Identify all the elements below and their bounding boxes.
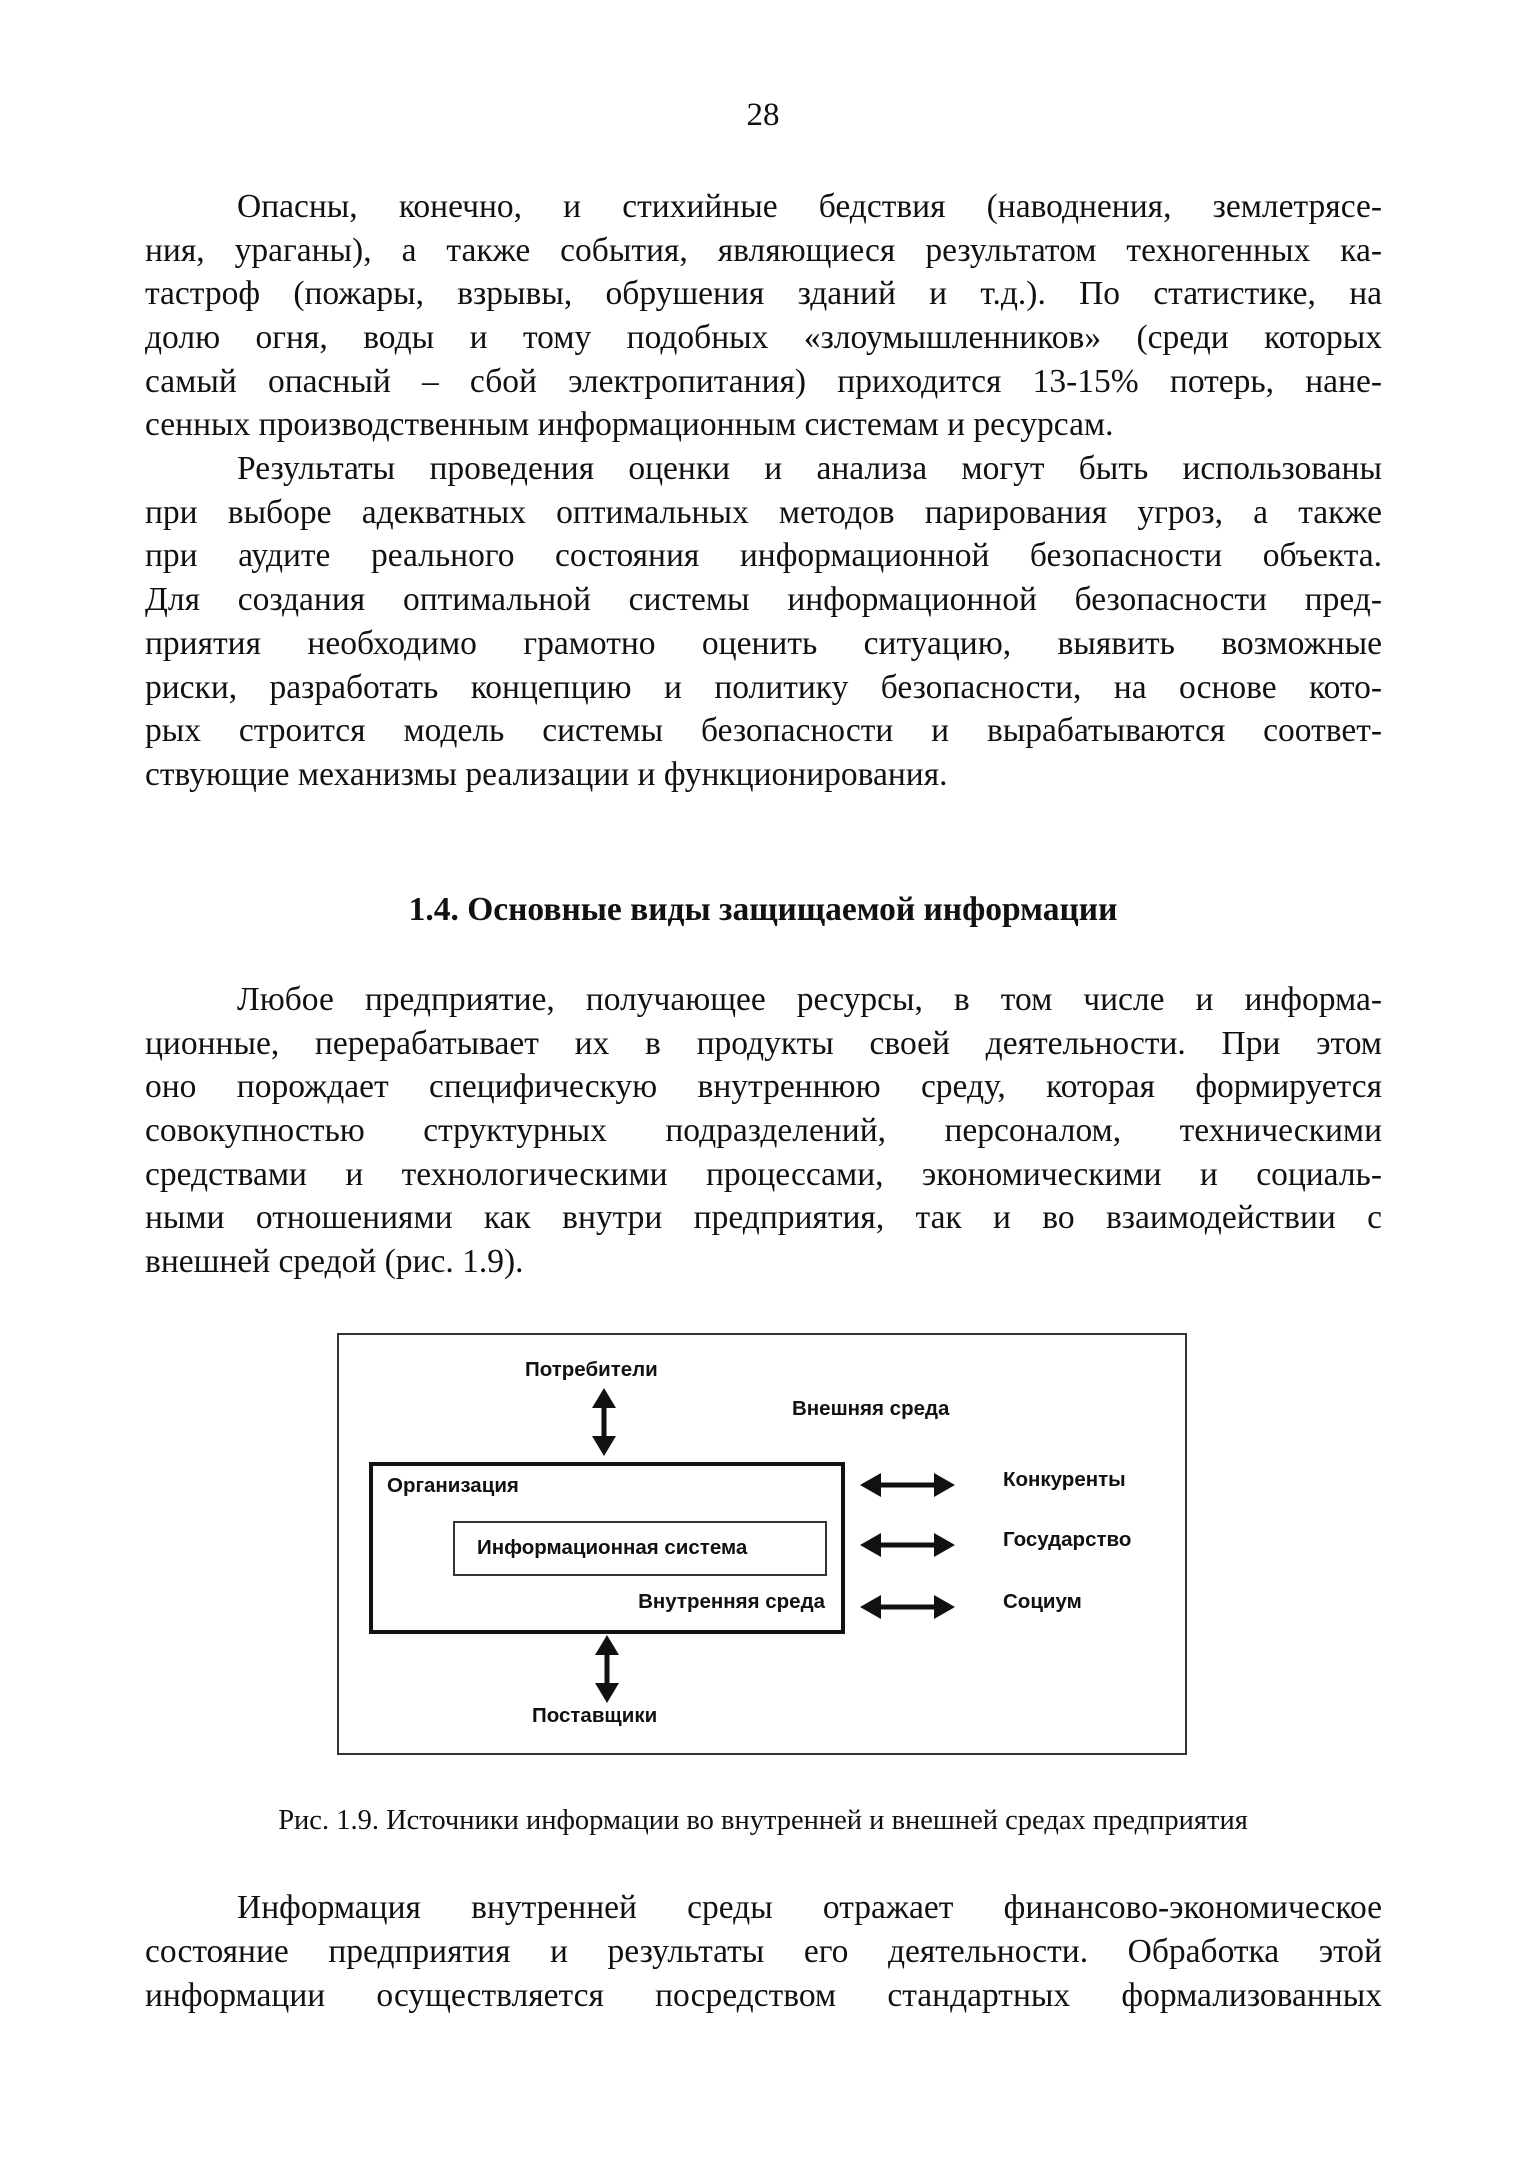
double-arrow-horizontal-icon [860, 1594, 955, 1620]
label-consumers: Потребители [525, 1358, 658, 1381]
text-line: при аудите реального состояния информационной безопасности объекта. [145, 537, 1382, 574]
text-line: ния, ураганы), а также события, являющиеся результатом техногенных ка- [145, 232, 1382, 269]
text-line: внешней средой (рис. 1.9). [145, 1243, 524, 1280]
text-line: информации осуществляется посредством стандартных формализованных [145, 1977, 1382, 2014]
figure-diagram [337, 1333, 1187, 1755]
label-suppliers: Поставщики [532, 1704, 658, 1727]
double-arrow-vertical-icon [594, 1635, 620, 1703]
text-line: ными отношениями как внутри предприятия, так и во взаимодействии с [145, 1199, 1382, 1236]
double-arrow-horizontal-icon [860, 1532, 955, 1558]
text-line: Любое предприятие, получающее ресурсы, в том числе и информа- [237, 981, 1382, 1018]
text-line: тастроф (пожары, взрывы, обрушения зданий и т.д.). По статистике, на [145, 275, 1382, 312]
label-competitors: Конкуренты [1003, 1468, 1126, 1491]
label-information-system: Информационная система [477, 1536, 748, 1559]
text-line: совокупностью структурных подразделений, персоналом, техническими [145, 1112, 1382, 1149]
text-line: самый опасный – сбой электропитания) приходится 13-15% потерь, нане- [145, 363, 1382, 400]
text-line: ционные, перерабатывает их в продукты своей деятельности. При этом [145, 1025, 1382, 1062]
text-line: рых строится модель системы безопасности и вырабатываются соответ- [145, 712, 1382, 749]
label-external-environment: Внешняя среда [792, 1397, 950, 1420]
text-line: сенных производственным информационным системам и ресурсам. [145, 406, 1114, 443]
text-line: ствующие механизмы реализации и функционирования. [145, 756, 948, 793]
text-line: Результаты проведения оценки и анализа могут быть использованы [237, 450, 1382, 487]
text-line: при выборе адекватных оптимальных методов парирования угроз, а также [145, 494, 1382, 531]
text-line: риски, разработать концепцию и политику безопасности, на основе кото- [145, 669, 1382, 706]
label-state: Государство [1003, 1528, 1132, 1551]
text-line: долю огня, воды и тому подобных «злоумышленников» (среди которых [145, 319, 1382, 356]
label-organization: Организация [387, 1474, 519, 1497]
double-arrow-horizontal-icon [860, 1472, 955, 1498]
section-heading: 1.4. Основные виды защищаемой информации [408, 891, 1118, 928]
information-system-box [453, 1521, 827, 1576]
text-line: состояние предприятия и результаты его деятельности. Обработка этой [145, 1933, 1382, 1970]
text-line: Для создания оптимальной системы информационной безопасности пред- [145, 581, 1382, 618]
text-line: средствами и технологическими процессами, экономическими и социаль- [145, 1156, 1382, 1193]
label-society: Социум [1003, 1590, 1082, 1613]
text-line: приятия необходимо грамотно оценить ситуацию, выявить возможные [145, 625, 1382, 662]
figure-caption: Рис. 1.9. Источники информации во внутренней и внешней средах предприятия [278, 1805, 1248, 1836]
label-internal-environment: Внутренняя среда [638, 1590, 825, 1613]
page-number: 28 [746, 97, 780, 133]
text-line: Информация внутренней среды отражает финансово-экономическое [237, 1889, 1382, 1926]
text-line: оно порождает специфическую внутреннюю среду, которая формируется [145, 1068, 1382, 1105]
organization-box [369, 1462, 845, 1634]
text-line: Опасны, конечно, и стихийные бедствия (наводнения, землетрясе- [237, 188, 1382, 225]
double-arrow-vertical-icon [591, 1388, 617, 1456]
